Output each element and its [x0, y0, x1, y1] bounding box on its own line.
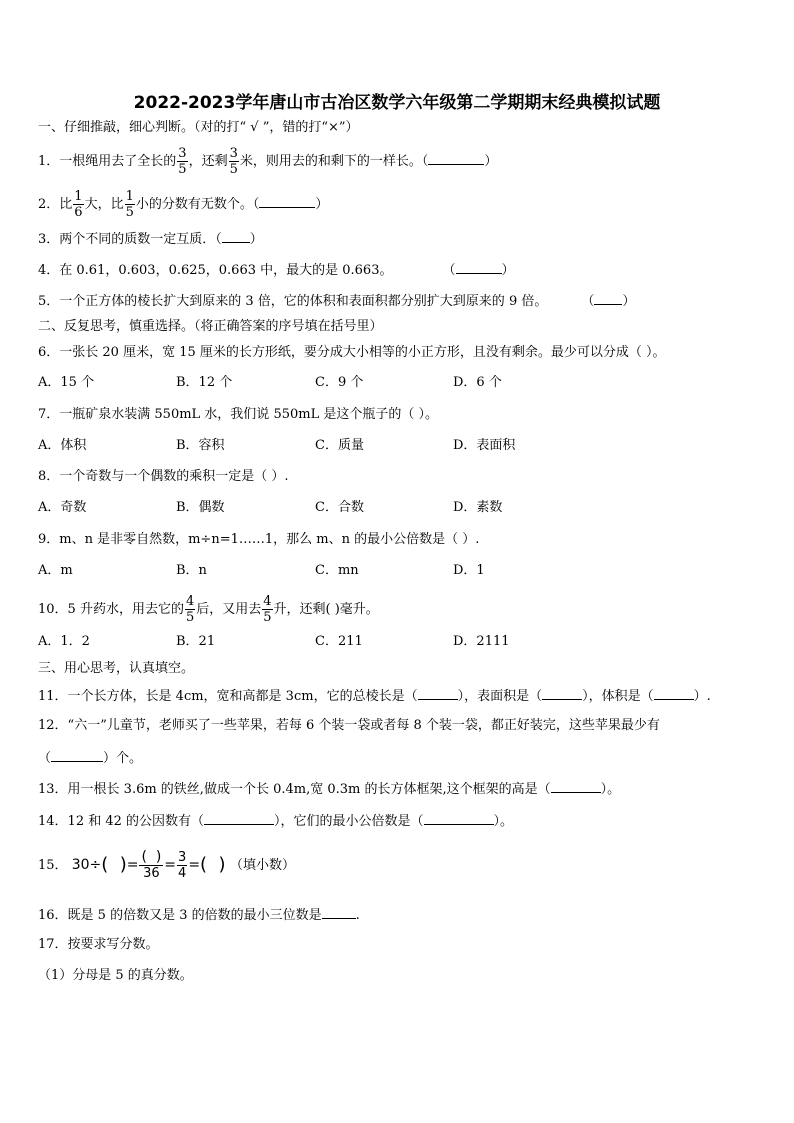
fraction: $\frac{1}{6}$	[74, 189, 83, 220]
section-2-heading: 二、反复思考，慎重选择。（将正确答案的序号填在括号里）	[38, 319, 383, 334]
question-15: 15． 30÷( )= $\frac{( )}{36}$ = $\frac{3}{4}$ =( ) （填小数）	[38, 848, 296, 881]
option-b[interactable]: B．n	[176, 563, 207, 578]
option-b[interactable]: B．容积	[176, 438, 225, 453]
option-c[interactable]: C．211	[315, 634, 363, 649]
question-16: 16．既是 5 的倍数又是 3 的倍数的最小三位数是 .	[38, 905, 360, 925]
fraction: $\frac{3}{5}$	[178, 146, 187, 177]
fraction: $\frac{4}{5}$	[263, 594, 272, 625]
option-d[interactable]: D．素数	[453, 500, 503, 515]
fraction: $\frac{1}{5}$	[125, 189, 134, 220]
option-c[interactable]: C．mn	[315, 563, 359, 578]
question-12: 12．“六一”儿童节，老师买了一些苹果，若每 6 个装一袋或者每 8 个装一袋，都正好装完，这些苹果最少有	[38, 718, 660, 733]
question-17: 17．按要求写分数。	[38, 937, 159, 952]
question-9: 9．m、n 是非零自然数，m÷n=1……1，那么 m、n 的最小公倍数是（ ）.	[38, 532, 480, 547]
answer-blank[interactable]	[418, 686, 458, 700]
answer-blank[interactable]	[428, 151, 484, 165]
answer-blank[interactable]	[594, 291, 622, 305]
question-11: 11．一个长方体，长是 4cm，宽和高都是 3cm，它的总棱长是（ ），表面积是（ ），体积是（ ）.	[38, 686, 711, 706]
question-12-cont: （ ）个。	[38, 748, 142, 768]
question-5: 5．一个正方体的棱长扩大到原来的 3 倍，它的体积和表面积都分别扩大到原来的 9 倍。 （ ）	[38, 291, 635, 311]
option-a[interactable]: A．奇数	[38, 500, 87, 515]
answer-blank[interactable]	[424, 811, 494, 825]
equation: 30÷( )= $\frac{( )}{36}$ = $\frac{3}{4}$ =( )	[71, 848, 226, 881]
answer-blank[interactable]	[551, 779, 601, 793]
option-d[interactable]: D．表面积	[453, 438, 516, 453]
answer-blank[interactable]	[654, 686, 694, 700]
option-c[interactable]: C．9 个	[315, 375, 364, 390]
fraction: $\frac{3}{5}$	[229, 146, 238, 177]
option-d[interactable]: D．2111	[453, 634, 510, 649]
page-title: 2022-2023学年唐山市古冶区数学六年级第二学期期末经典模拟试题	[133, 93, 661, 113]
question-1: 1．一根绳用去了全长的 $\frac{3}{5}$ ，还剩 $\frac{3}{5}$ 米，则用去的和剩下的一样长。（ ）	[38, 146, 498, 177]
answer-blank[interactable]	[204, 811, 274, 825]
question-6: 6．一张长 20 厘米，宽 15 厘米的长方形纸，要分成大小相等的小正方形，且没有剩余。最少可以分成（ ）。	[38, 345, 666, 360]
option-a[interactable]: A．1．2	[38, 634, 90, 649]
question-4: 4．在 0.61，0.603，0.625，0.663 中，最大的是 0.663。 （ ）	[38, 260, 515, 280]
answer-blank[interactable]	[322, 905, 356, 919]
fraction: $\frac{4}{5}$	[185, 594, 195, 625]
section-1-heading: 一、仔细推敲，细心判断。（对的打“ √ ”，错的打“×”）	[38, 120, 359, 135]
option-b[interactable]: B．偶数	[176, 500, 225, 515]
section-3-heading: 三、用心思考，认真填空。	[38, 661, 195, 676]
option-c[interactable]: C．合数	[315, 500, 364, 515]
option-a[interactable]: A．15 个	[38, 375, 95, 390]
option-a[interactable]: A．m	[38, 563, 73, 578]
option-c[interactable]: C．质量	[315, 438, 364, 453]
question-7: 7．一瓶矿泉水装满 550mL 水，我们说 550mL 是这个瓶子的（ ）。	[38, 407, 438, 422]
answer-blank[interactable]	[222, 229, 250, 243]
question-8: 8．一个奇数与一个偶数的乘积一定是（ ）.	[38, 469, 289, 484]
option-b[interactable]: B．21	[176, 634, 216, 649]
answer-blank[interactable]	[542, 686, 582, 700]
option-a[interactable]: A．体积	[38, 438, 87, 453]
question-13: 13．用一根长 3.6m 的铁丝,做成一个长 0.4m,宽 0.3m 的长方体框架,这个框架的高是（ ）。	[38, 779, 620, 799]
option-b[interactable]: B．12 个	[176, 375, 233, 390]
question-3: 3．两个不同的质数一定互质．（ ）	[38, 229, 263, 249]
answer-blank[interactable]	[259, 194, 315, 208]
question-17-part-1: （1）分母是 5 的真分数。	[38, 968, 193, 983]
answer-blank[interactable]	[51, 748, 103, 762]
question-10: 10．5 升药水，用去它的 $\frac{4}{5}$ 后，又用去 $\frac{4}{5}$ 升，还剩( )毫升。	[38, 594, 379, 625]
question-14: 14．12 和 42 的公因数有（ ），它们的最小公倍数是（ ）。	[38, 811, 513, 831]
option-d[interactable]: D．6 个	[453, 375, 502, 390]
option-d[interactable]: D．1	[453, 563, 485, 578]
answer-blank[interactable]	[456, 260, 502, 274]
question-2: 2．比 $\frac{1}{6}$ 大，比 $\frac{1}{5}$ 小的分数有无数个。（ ）	[38, 189, 329, 220]
